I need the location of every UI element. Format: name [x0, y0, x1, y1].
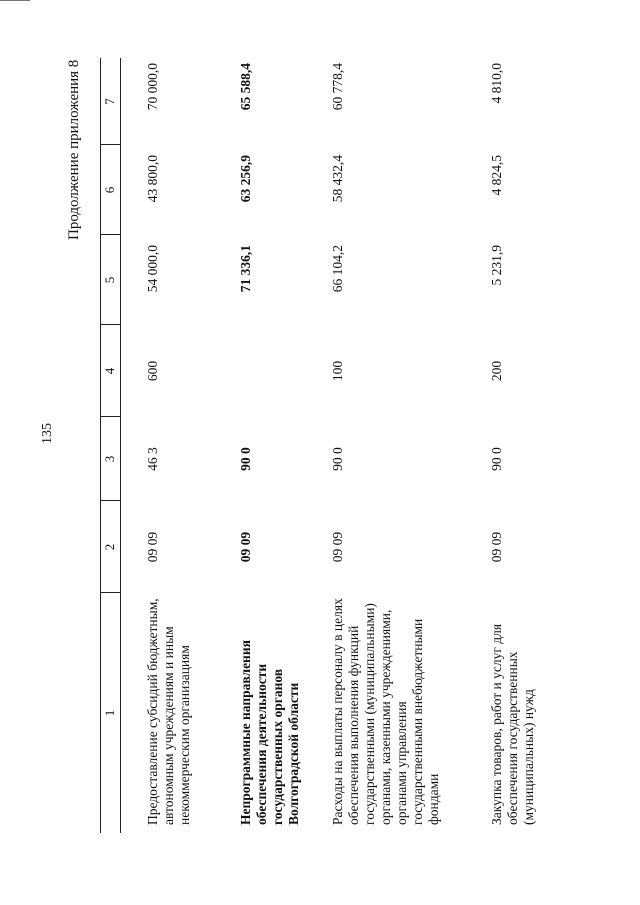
continuation-note: Продолжение приложения 8	[66, 59, 82, 240]
column-header-4: 4	[102, 367, 117, 375]
row-amount-6: 58 432,4	[330, 155, 345, 203]
budget-table	[100, 58, 630, 833]
row-amount-5: 5 231,9	[489, 245, 504, 286]
row-name: Предоставление субсидий бюджетным, автономным учреждениям и иным некоммерческим организациям	[145, 598, 192, 825]
row-amount-7: 65 588,4	[238, 63, 253, 111]
row-expense-type: 200	[489, 360, 504, 382]
page-number: 135	[40, 423, 55, 444]
column-header-2: 2	[102, 543, 117, 551]
row-amount-6: 63 256,9	[238, 155, 253, 203]
column-header-7: 7	[102, 98, 117, 105]
row-amount-5: 71 336,1	[238, 245, 253, 293]
row-section-code: 09 09	[238, 531, 253, 563]
row-target-code: 46 3	[145, 447, 160, 471]
row-amount-7: 4 810,0	[489, 63, 504, 104]
row-amount-5: 54 000,0	[145, 245, 160, 293]
column-header-6: 6	[102, 186, 117, 194]
row-amount-7: 60 778,4	[330, 63, 345, 111]
row-amount-6: 43 800,0	[145, 155, 160, 203]
row-section-code: 09 09	[489, 531, 504, 563]
row-amount-7: 70 000,0	[145, 63, 160, 111]
row-expense-type: 100	[330, 360, 345, 382]
row-name: Непрограммные направления обеспечения деятельности государственных органов Волгоградской области	[238, 640, 301, 825]
row-name: Расходы на выплаты персоналу в целях обеспечения выполнения функций государственными (муниципальными) органами, казенными учреждениями, органами управления государственными внебюджетными фондами	[330, 598, 441, 825]
header-bottom-rule	[120, 58, 121, 833]
column-header-1: 1	[102, 709, 117, 717]
row-name: Закупка товаров, работ и услуг для обеспечения государственных (муниципальных) нужд	[489, 623, 536, 825]
row-target-code: 90 0	[489, 447, 504, 471]
row-target-code: 90 0	[330, 447, 345, 471]
column-header-3: 3	[102, 455, 117, 463]
row-target-code: 90 0	[238, 447, 253, 471]
row-expense-type: 600	[145, 360, 160, 382]
row-amount-6: 4 824,5	[489, 155, 504, 196]
row-section-code: 09 09	[330, 531, 345, 563]
scan-corner-mark	[0, 0, 30, 5]
row-section-code: 09 09	[145, 531, 160, 563]
row-amount-5: 66 104,2	[330, 245, 345, 293]
column-header-5: 5	[102, 276, 117, 284]
